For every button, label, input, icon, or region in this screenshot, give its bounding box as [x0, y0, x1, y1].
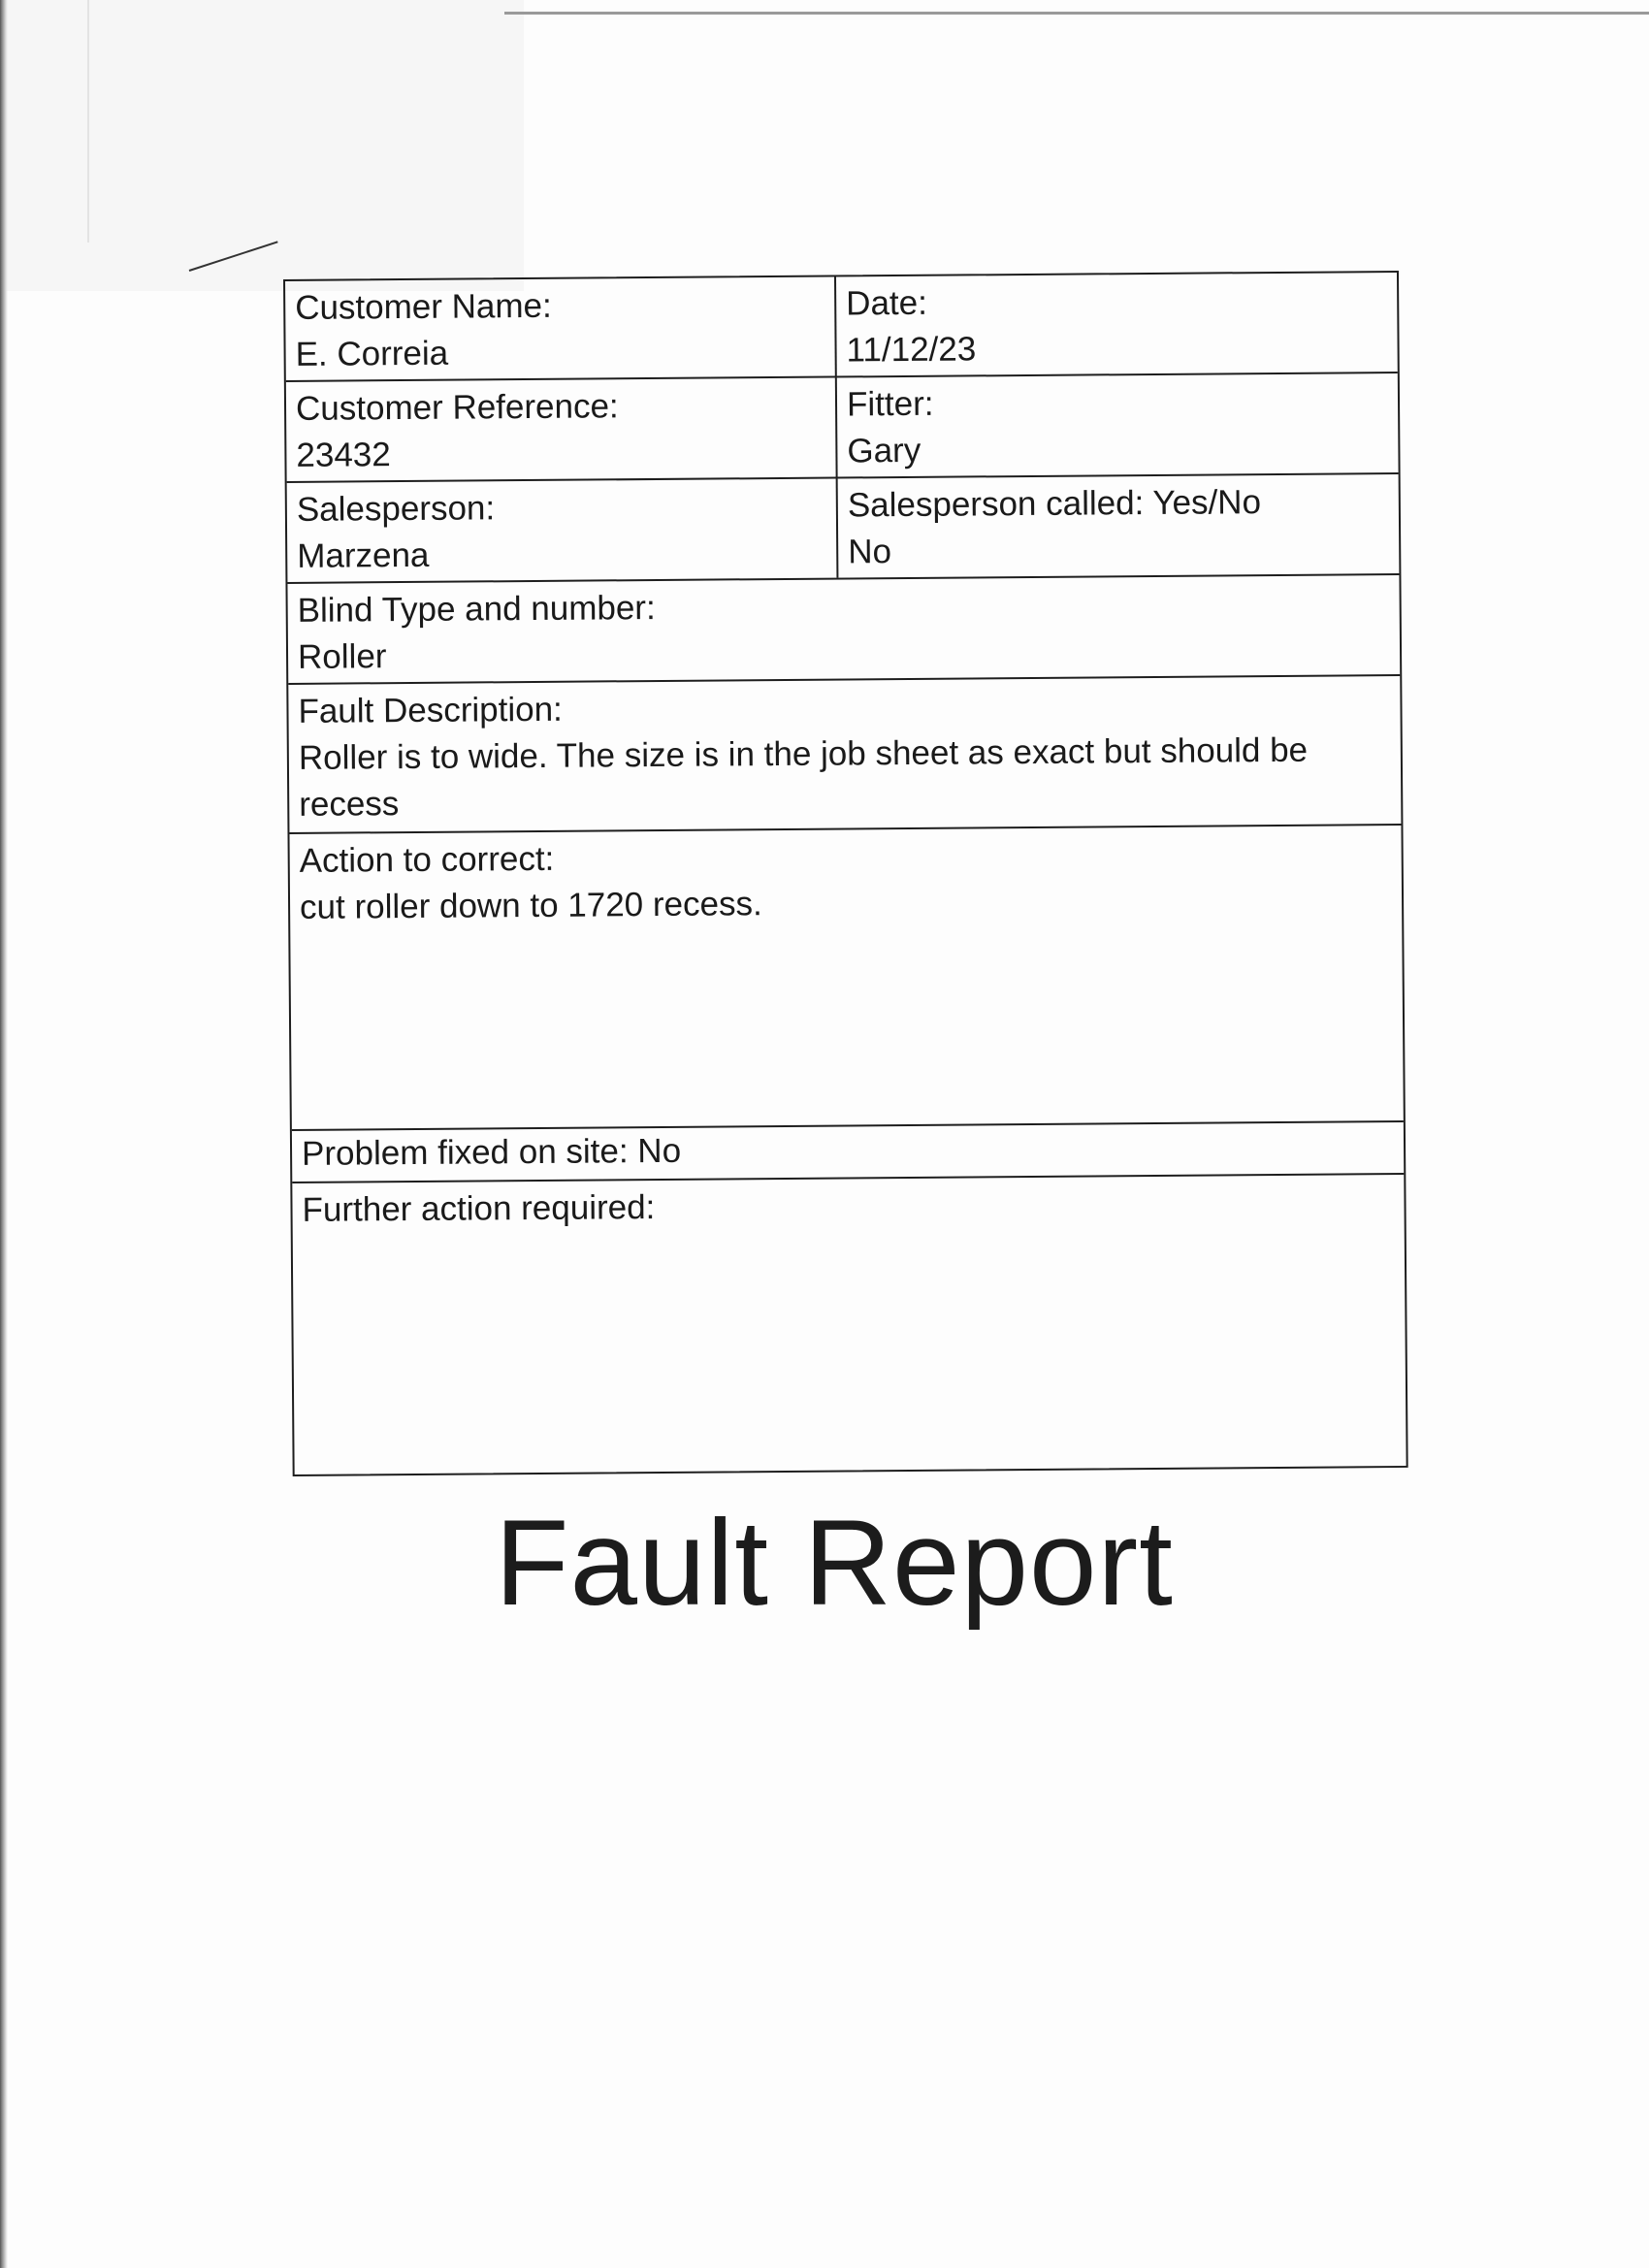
action-value: cut roller down to 1720 recess.	[299, 885, 762, 926]
blind-type-cell	[287, 575, 1400, 683]
date-cell	[836, 273, 1398, 376]
fault-description-cell	[288, 676, 1401, 832]
salesperson-called-value: No	[848, 533, 892, 571]
date-label: Date:	[846, 283, 928, 323]
row-fault-description	[288, 676, 1401, 834]
salesperson-value: Marzena	[297, 535, 430, 575]
row-problem-fixed	[292, 1122, 1404, 1183]
salesperson-called-cell	[838, 474, 1400, 578]
problem-fixed-text: Problem fixed on site: No	[301, 1131, 682, 1173]
fitter-cell	[837, 373, 1399, 477]
fitter-label: Fitter:	[846, 384, 934, 424]
underlying-paper-edge	[87, 0, 89, 243]
customer-reference-label: Customer Reference:	[295, 387, 619, 428]
scan-edge	[0, 0, 8, 2268]
row-further-action	[292, 1175, 1406, 1474]
salesperson-label: Salesperson:	[296, 489, 496, 529]
row-reference-fitter	[286, 373, 1399, 483]
customer-reference-cell	[286, 378, 838, 481]
fitter-value: Gary	[847, 431, 922, 470]
action-label: Action to correct:	[299, 839, 555, 880]
page-title: Fault Report	[495, 1496, 1174, 1631]
customer-reference-value: 23432	[296, 436, 391, 474]
customer-name-label: Customer Name:	[295, 286, 552, 327]
action-cell	[289, 826, 1403, 1129]
problem-fixed-cell	[292, 1122, 1404, 1182]
blind-type-label: Blind Type and number:	[297, 588, 656, 630]
salesperson-called-label: Salesperson called: Yes/No	[847, 483, 1262, 525]
blind-type-value: Roller	[297, 637, 387, 676]
row-customer-date	[285, 273, 1398, 382]
row-salesperson	[287, 474, 1400, 584]
further-action-cell	[292, 1175, 1406, 1474]
further-action-label: Further action required:	[302, 1188, 656, 1229]
row-blind-type	[287, 575, 1400, 685]
customer-name-cell	[285, 277, 837, 380]
fault-report-form	[283, 271, 1408, 1476]
row-action-to-correct	[289, 826, 1403, 1131]
customer-name-value: E. Correia	[295, 334, 449, 373]
fault-description-label: Fault Description:	[298, 690, 563, 730]
salesperson-cell	[287, 479, 839, 582]
fault-description-value: Roller is to wide. The size is in the job sheet as exact but should be recess	[298, 730, 1309, 824]
scan-top-edge	[504, 12, 1649, 15]
date-value: 11/12/23	[846, 330, 977, 370]
